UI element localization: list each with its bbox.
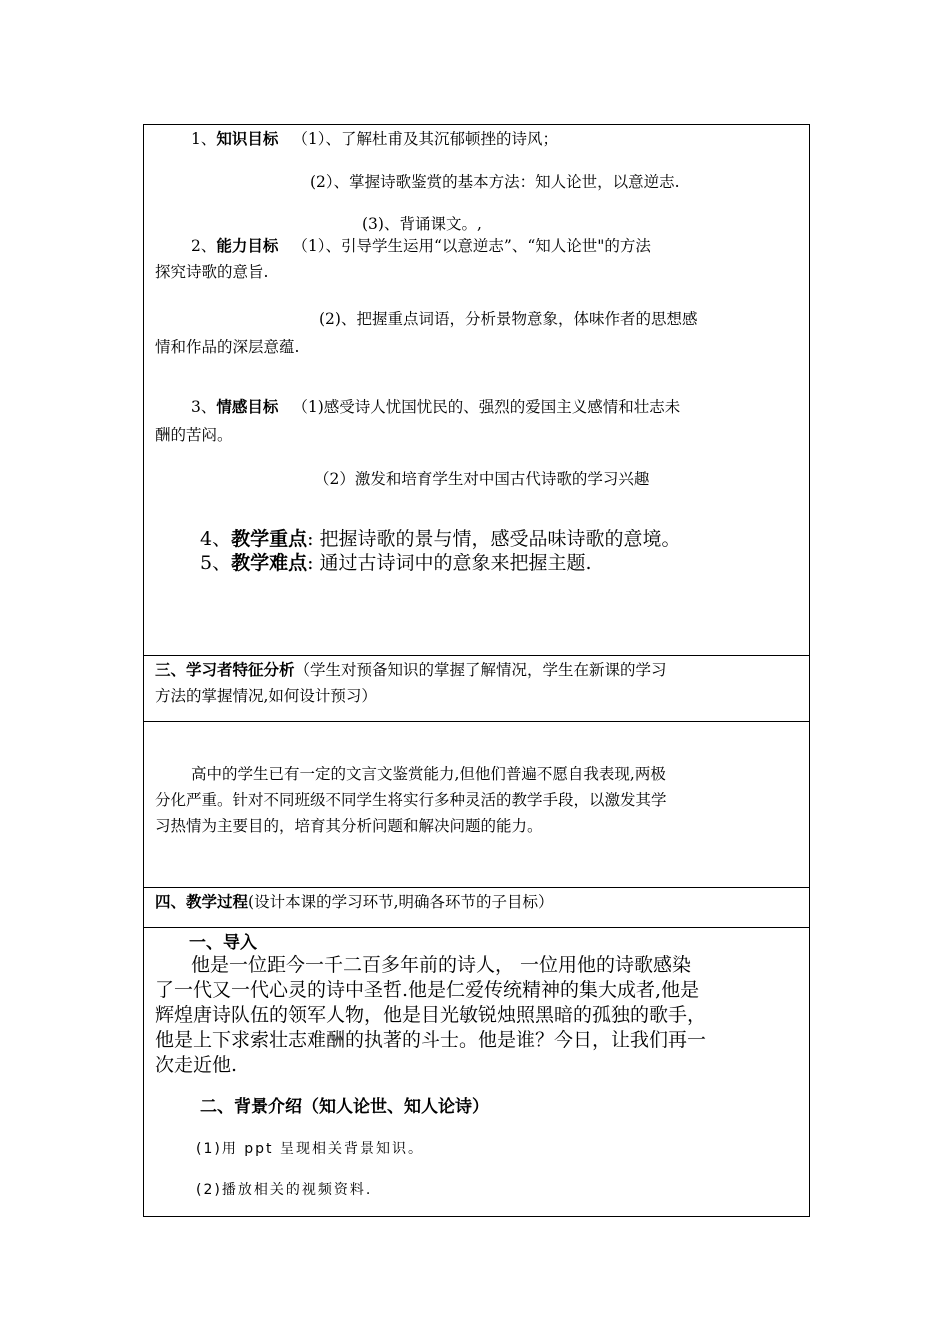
ability-item-2a: (2)、把握重点词语，分析景物意象，体味作者的思想感 — [319, 310, 698, 328]
ability-title: 能力目标 — [216, 236, 279, 255]
knowledge-objective-line-1 — [191, 128, 558, 150]
learner-heading-cell — [144, 656, 809, 722]
emotion-objective-line-1 — [191, 396, 680, 418]
process-body-cell — [144, 928, 809, 1218]
learner-body-line-3: 习热情为主要目的，培育其分析问题和解决问题的能力。 — [155, 817, 543, 835]
learner-body-cell — [144, 722, 809, 888]
difficult-text: : 通过古诗词中的意象来把握主题. — [307, 552, 592, 574]
intro-line-1: 他是一位距今一千二百多年前的诗人， 一位用他的诗歌感染 — [191, 954, 692, 976]
learner-body-line-1: 高中的学生已有一定的文言文鉴赏能力,但他们普遍不愿自我表现,两极 — [191, 765, 666, 783]
learner-heading-line-1 — [155, 659, 667, 681]
learner-heading-note-a: （学生对预备知识的掌握了解情况，学生在新课的学习 — [294, 661, 667, 679]
learner-body-line-2: 分化严重。针对不同班级不同学生将实行多种灵活的教学手段，以激发其学 — [155, 791, 667, 809]
teaching-key-point — [200, 527, 681, 551]
intro-line-2: 了一代又一代心灵的诗中圣哲.他是仁爱传统精神的集大成者,他是 — [155, 979, 700, 1001]
knowledge-item-1: （1）、了解杜甫及其沉郁顿挫的诗风； — [292, 130, 559, 148]
ability-item-1a: （1）、引导学生运用“以意逆志”、“知人论世"的方法 — [292, 237, 651, 255]
intro-line-4: 他是上下求索壮志难酬的执著的斗士。他是谁？今日，让我们再一 — [155, 1029, 707, 1051]
process-heading-cell — [144, 888, 809, 928]
intro-line-5: 次走近他. — [155, 1054, 238, 1076]
process-heading-line — [155, 891, 554, 913]
emotion-prefix: 3、 — [191, 398, 217, 416]
process-heading-note: (设计本课的学习环节,明确各环节的子目标） — [248, 893, 554, 911]
learner-heading-title: 三、学习者特征分析 — [155, 660, 295, 679]
learner-heading-note-b: 方法的掌握情况,如何设计预习） — [155, 687, 377, 705]
knowledge-item-2: (2）、掌握诗歌鉴赏的基本方法：知人论世，以意逆志. — [310, 173, 680, 191]
ability-item-2b: 情和作品的深层意蕴. — [155, 338, 300, 356]
emotion-title: 情感目标 — [216, 397, 279, 416]
emotion-item-1b: 酬的苦闷。 — [155, 426, 233, 444]
difficult-prefix: 5、 — [200, 552, 232, 574]
background-item-2: (2)播放相关的视频资料. — [196, 1182, 373, 1198]
emotion-item-2: （2）激发和培育学生对中国古代诗歌的学习兴趣 — [314, 470, 650, 488]
intro-line-3: 辉煌唐诗队伍的领军人物，他是目光敏锐烛照黑暗的孤独的歌手， — [155, 1004, 707, 1026]
emotion-item-1a: （1)感受诗人忧国忧民的、强烈的爱国主义感情和壮志未 — [292, 398, 681, 416]
difficult-title: 教学难点 — [231, 552, 308, 574]
process-heading-title: 四、教学过程 — [155, 892, 249, 911]
key-prefix: 4、 — [200, 528, 232, 550]
intro-title: 一、导入 — [189, 933, 257, 953]
ability-item-1b: 探究诗歌的意旨. — [155, 263, 269, 281]
background-item-1: (1)用 ppt 呈现相关背景知识。 — [196, 1141, 424, 1157]
ability-prefix: 2、 — [191, 237, 217, 255]
background-title: 二、背景介绍（知人论世、知人论诗） — [200, 1097, 489, 1117]
knowledge-prefix: 1、 — [191, 130, 217, 148]
objectives-cell — [144, 125, 809, 656]
ability-objective-line-1 — [191, 235, 651, 257]
knowledge-title: 知识目标 — [216, 129, 279, 148]
key-text: : 把握诗歌的景与情，感受品味诗歌的意境。 — [307, 528, 681, 550]
knowledge-item-3: (3)、背诵课文。, — [362, 215, 482, 233]
teaching-difficult-point — [200, 551, 592, 575]
key-title: 教学重点 — [231, 528, 308, 550]
lesson-plan-table — [143, 124, 810, 1217]
